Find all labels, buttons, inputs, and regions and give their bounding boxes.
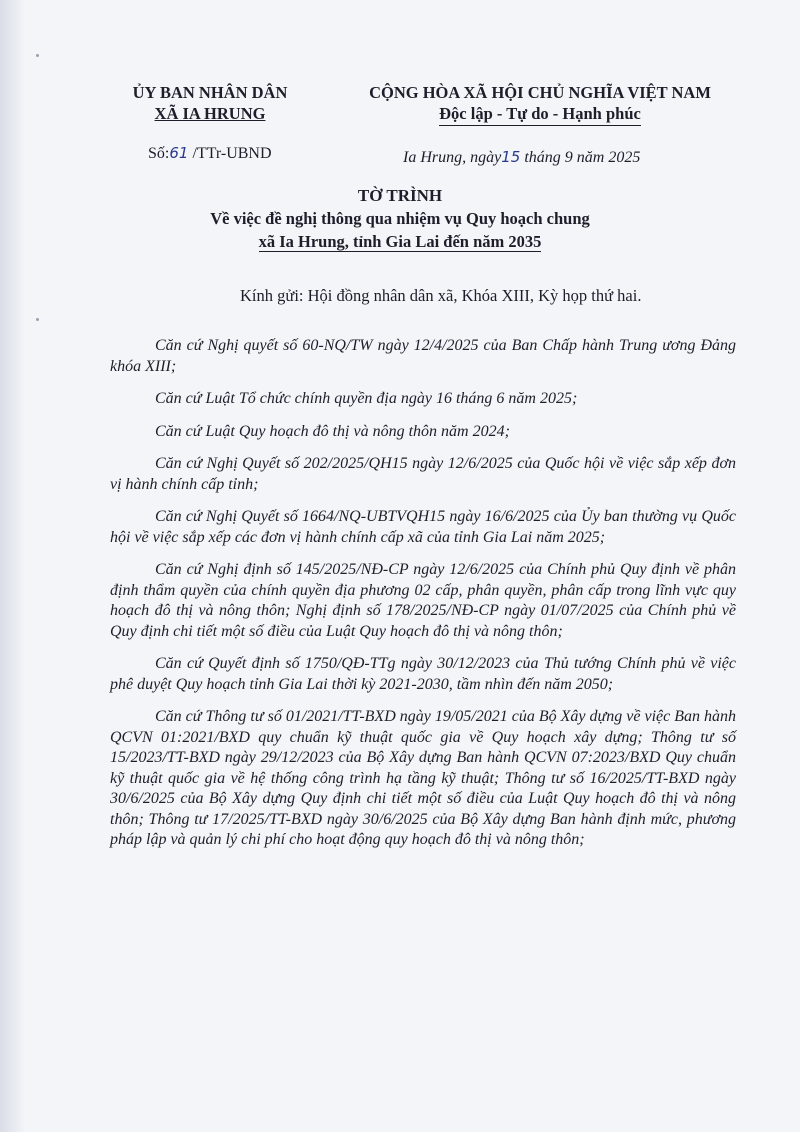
legal-basis-paragraph: Căn cứ Luật Tổ chức chính quyền địa ngày 16 tháng 6 năm 2025; [155,390,578,407]
date-suffix: tháng 9 năm 2025 [520,149,641,166]
national-emblem-text [340,82,740,126]
agency-line-1: ỦY BAN NHÂN DÂN [132,83,288,102]
subject-line-2: xã Ia Hrung, tỉnh Gia Lai đến năm 2035 [258,232,542,251]
doc-number-handwritten: 61 [169,144,189,162]
document-body [110,336,736,863]
national-motto: Độc lập - Tự do - Hạnh phúc [439,103,641,126]
issuing-agency [120,82,300,124]
legal-basis-paragraph: Căn cứ Nghị Quyết số 202/2025/QH15 ngày 12/6/2025 của Quốc hội về việc sắp xếp đơn vị hành chính cấp tỉnh; [110,455,736,493]
legal-basis-paragraph: Căn cứ Nghị quyết số 60-NQ/TW ngày 12/4/2025 của Ban Chấp hành Trung ương Đảng khóa XIII; [110,337,736,375]
document-number [148,144,272,163]
legal-basis-paragraph: Căn cứ Luật Quy hoạch đô thị và nông thôn năm 2024; [155,422,510,440]
document-type: TỜ TRÌNH [357,186,443,205]
legal-basis-paragraph: Căn cứ Nghị định số 145/2025/NĐ-CP ngày 12/6/2025 của Chính phủ Quy định về phân định thẩm quyền của chính quyền địa phương 02 cấp, phân quyền, phân cấp trong lĩnh vực quy hoạch đô thị và nông thôn; Nghị định số 178/2025/NĐ-CP ngày 01/07/2025 của Chính phủ về Quy định chi tiết một số điều của Luật Quy hoạch đô thị và nông thôn; [110,561,736,640]
doc-number-suffix: /TTr-UBND [188,145,272,162]
legal-basis-paragraph: Căn cứ Thông tư số 01/2021/TT-BXD ngày 19/05/2021 của Bộ Xây dựng về việc Ban hành QCVN 01:2021/BXD quy chuẩn kỹ thuật quốc gia về Quy hoạch xây dựng; Thông tư số 15/2023/TT-BXD ngày 29/12/2023 của Bộ Xây dựng Ban hành QCVN 07:2023/BXD Quy chuẩn kỹ thuật quốc gia về hệ thống công trình hạ tầng kỹ thuật; Thông tư số 16/2025/TT-BXD ngày 30/6/2025 của Bộ Xây dựng Quy định chi tiết một số điều của Luật Quy hoạch đô thị và nông thôn; Thông tư 17/2025/TT-BXD ngày 30/6/2025 của Bộ Xây dựng Ban hành định mức, phương pháp lập và quản lý chi phí cho hoạt động quy hoạch đô thị và nông thôn; [110,708,736,848]
scan-speck [36,318,39,321]
legal-basis-paragraph: Căn cứ Quyết định số 1750/QĐ-TTg ngày 30/12/2023 của Thủ tướng Chính phủ về việc phê duyệt Quy hoạch tỉnh Gia Lai thời kỳ 2021-2030, tầm nhìn đến năm 2050; [110,655,736,693]
date-day-handwritten: 15 [501,148,521,166]
legal-basis-paragraph: Căn cứ Nghị Quyết số 1664/NQ-UBTVQH15 ngày 16/6/2025 của Ủy ban thường vụ Quốc hội về việc sắp xếp các đơn vị hành chính cấp xã của tỉnh Gia Lai năm 2025; [110,508,736,546]
subject-line-1: Về việc đề nghị thông qua nhiệm vụ Quy hoạch chung [210,209,590,228]
scan-speck [36,54,39,57]
document-date [403,148,640,167]
nation-name: CỘNG HÒA XÃ HỘI CHỦ NGHĨA VIỆT NAM [369,83,711,102]
agency-line-2: XÃ IA HRUNG [154,104,266,123]
document-title-block [0,185,800,253]
recipient-line: Kính gửi: Hội đồng nhân dân xã, Khóa XIII, Kỳ họp thứ hai. [240,286,642,305]
doc-number-prefix: Số: [148,145,170,162]
date-prefix: Ia Hrung, ngày [403,149,502,166]
